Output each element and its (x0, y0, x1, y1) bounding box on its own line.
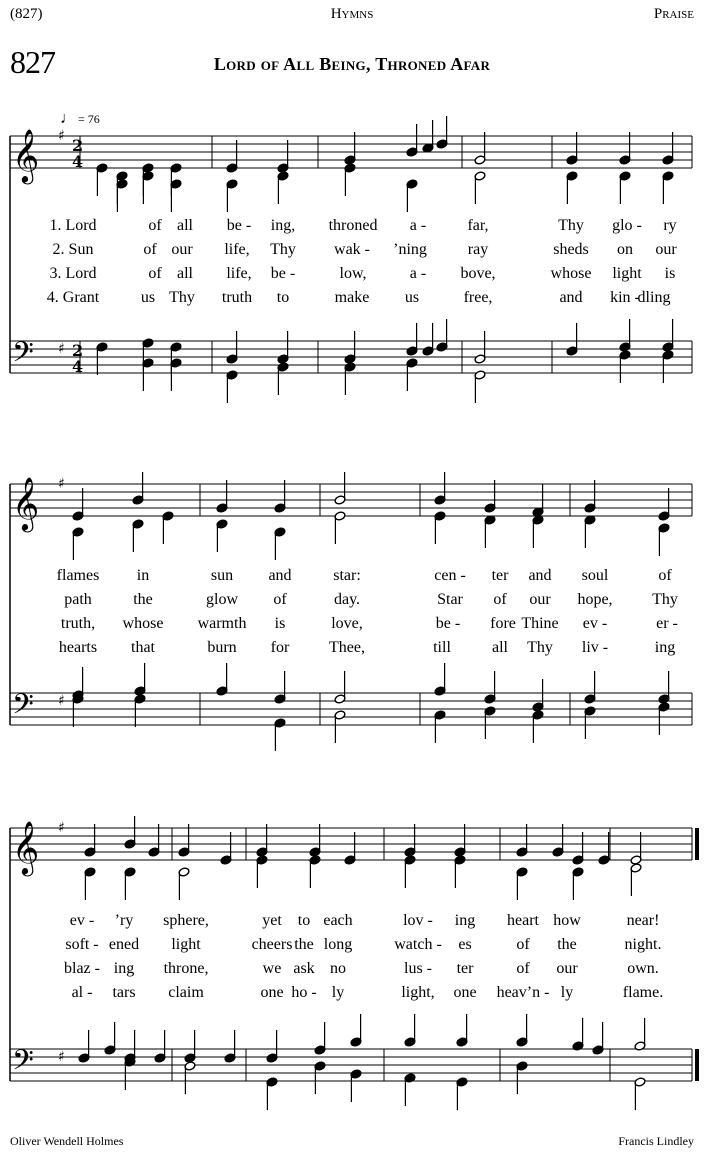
lyric-syllable: sun (210, 567, 234, 584)
lyric-syllable: throned (328, 217, 378, 234)
lyric-syllable: cheers (251, 936, 293, 953)
lyric-syllable: light (171, 936, 201, 953)
lyric-syllable: we (262, 960, 282, 977)
lyric-syllable: and (528, 567, 552, 584)
lyric-syllable: 2. Sun (52, 241, 94, 258)
lyric-syllable: till (433, 639, 451, 656)
lyric-syllable: all (177, 265, 193, 282)
sharp-icon: ♯ (58, 476, 65, 492)
lyric-syllable: free, (463, 289, 493, 306)
lyric-syllable: our (655, 241, 677, 258)
lyric-syllable: ter (491, 567, 509, 584)
lyric-syllable: our (529, 591, 551, 608)
hymn-title: Lord of All Being, Throned Afar (213, 54, 491, 74)
lyric-syllable: tars (112, 984, 136, 1001)
lyric-syllable: the (557, 936, 577, 953)
lyric-syllable: for (270, 639, 290, 656)
lyric-syllable: kin - (610, 289, 640, 306)
lyric-syllable: is (274, 615, 286, 632)
lyric-syllable: flame. (622, 984, 664, 1001)
lyric-syllable: the (294, 936, 314, 953)
lyric-syllable: hearts (58, 639, 98, 656)
lyric-syllable: us (404, 289, 420, 306)
lyric-syllable: Thy (652, 591, 678, 608)
sharp-icon: ♯ (58, 820, 65, 836)
lyric-syllable: sphere, (163, 912, 209, 929)
lyric-syllable: ray (467, 241, 489, 258)
music-credit: Francis Lindley (618, 1134, 694, 1148)
lyric-syllable: hope, (577, 591, 613, 608)
lyric-syllable: Star (437, 591, 463, 608)
lyric-syllable: of (143, 241, 157, 258)
lyric-syllable: all (492, 639, 508, 656)
lyric-syllable: the (133, 591, 153, 608)
lyric-syllable: blaz - (64, 960, 100, 977)
lyric-syllable: ened (108, 936, 140, 953)
lyric-syllable: near! (626, 912, 660, 929)
lyric-syllable: our (171, 241, 193, 258)
lyric-syllable: ho - (291, 984, 317, 1001)
page-number-ref: (827) (10, 6, 43, 22)
time-sig-bottom: 4 (72, 357, 84, 376)
lyric-syllable: path (64, 591, 92, 608)
lyric-syllable: how (553, 912, 581, 929)
lyric-syllable: of (148, 265, 162, 282)
lyric-syllable: heav’n - (496, 984, 550, 1001)
words-credit: Oliver Wendell Holmes (10, 1134, 124, 1148)
sharp-icon: ♯ (58, 693, 65, 709)
lyric-syllable: to (276, 289, 290, 306)
lyric-syllable: al - (71, 984, 93, 1001)
lyric-syllable: Thee, (329, 639, 365, 656)
lyric-syllable: watch - (394, 936, 442, 953)
lyric-syllable: of (273, 591, 287, 608)
lyric-syllable: ly (331, 984, 345, 1001)
lyric-syllable: 1. Lord (49, 217, 97, 234)
lyric-syllable: 3. Lord (49, 265, 97, 282)
category-label: Praise (653, 6, 694, 22)
lyric-syllable: ing (654, 639, 676, 656)
lyric-syllable: whose (122, 615, 164, 632)
lyric-syllable: of (493, 591, 507, 608)
lyric-syllable: glow (206, 591, 238, 608)
lyric-syllable: a - (409, 217, 427, 234)
treble-clef-icon: 𝄞 (12, 476, 40, 530)
lyric-syllable: ly (560, 984, 574, 1001)
lyric-syllable: ing (454, 912, 476, 929)
lyric-syllable: ’ry (114, 912, 134, 929)
lyric-syllable: ev - (582, 615, 608, 632)
lyric-syllable: our (556, 960, 578, 977)
lyric-syllable: long (323, 936, 353, 953)
lyric-syllable: warmth (197, 615, 247, 632)
lyric-syllable: on (617, 241, 633, 258)
bass-clef-icon: 𝄢 (12, 1044, 34, 1084)
lyric-syllable: heart (507, 912, 539, 929)
lyric-syllable: star: (333, 567, 361, 584)
lyric-syllable: ter (456, 960, 474, 977)
lyric-syllable: light, (401, 984, 435, 1001)
lyric-syllable: claim (168, 984, 204, 1001)
lyric-syllable: be - (270, 265, 296, 282)
hymn-number: 827 (10, 44, 55, 80)
lyric-syllable: ing, (270, 217, 296, 234)
lyric-syllable: own. (627, 960, 659, 977)
lyric-syllable: liv - (581, 639, 609, 656)
lyric-syllable: far, (467, 217, 489, 234)
lyric-syllable: to (297, 912, 311, 929)
lyric-syllable: be - (226, 217, 252, 234)
lyric-syllable: all (177, 217, 193, 234)
lyric-syllable: cen - (434, 567, 466, 584)
lyric-syllable: soul (581, 567, 609, 584)
lyric-syllable: bove, (460, 265, 496, 282)
lyric-syllable: love, (331, 615, 363, 632)
lyric-syllable: that (131, 639, 155, 656)
lyric-syllable: fore (490, 615, 516, 632)
lyric-syllable: Thy (558, 217, 584, 234)
lyric-syllable: lus - (404, 960, 432, 977)
lyric-syllable: ev - (69, 912, 95, 929)
lyric-syllable: light (612, 265, 642, 282)
lyric-syllable: ry (663, 217, 677, 234)
lyric-syllable: flames (56, 567, 100, 584)
lyric-syllable: ’ning (393, 241, 427, 258)
lyric-syllable: of (658, 567, 672, 584)
lyric-syllable: in (136, 567, 150, 584)
lyric-syllable: lov - (403, 912, 433, 929)
lyric-syllable: a - (409, 265, 427, 282)
lyric-syllable: of (516, 960, 530, 977)
section-title: Hymns (330, 6, 374, 22)
lyric-syllable: dling (637, 289, 671, 306)
lyric-syllable: er - (656, 615, 678, 632)
sharp-icon: ♯ (58, 1049, 65, 1065)
lyric-syllable: sheds (553, 241, 589, 258)
treble-clef-icon: 𝄞 (12, 820, 40, 874)
lyric-syllable: day. (333, 591, 361, 608)
lyric-syllable: Thine (521, 615, 559, 632)
lyric-syllable: life, (224, 241, 250, 258)
time-sig-top: 2 (72, 136, 84, 155)
lyric-syllable: throne, (163, 960, 209, 977)
lyric-syllable: wak - (334, 241, 370, 258)
bass-clef-icon: 𝄢 (12, 688, 34, 728)
lyric-syllable: be - (435, 615, 461, 632)
lyric-syllable: is (664, 265, 676, 282)
lyric-syllable: make (334, 289, 370, 306)
lyric-syllable: each (323, 912, 353, 929)
lyric-syllable: ing (113, 960, 135, 977)
lyric-syllable: of (516, 936, 530, 953)
quarter-note-icon: ♩ (60, 110, 76, 127)
lyric-syllable: es (458, 936, 472, 953)
tempo-value: = 76 (78, 111, 100, 126)
lyric-syllable: glo - (612, 217, 642, 234)
lyric-syllable: us (140, 289, 156, 306)
treble-clef-icon: 𝄞 (12, 128, 40, 182)
lyric-syllable: soft - (65, 936, 99, 953)
lyric-syllable: one (260, 984, 284, 1001)
lyric-syllable: Thy (169, 289, 195, 306)
lyric-syllable: ask (293, 960, 315, 977)
lyric-syllable: Thy (270, 241, 296, 258)
lyric-syllable: Thy (527, 639, 553, 656)
lyric-syllable: and (559, 289, 583, 306)
lyric-syllable: no (330, 960, 346, 977)
lyric-syllable: 4. Grant (46, 289, 100, 306)
lyric-syllable: truth, (60, 615, 96, 632)
lyric-syllable: life, (226, 265, 252, 282)
lyric-syllable: night. (624, 936, 662, 953)
lyric-syllable: yet (262, 912, 282, 929)
lyric-syllable: whose (550, 265, 592, 282)
lyric-syllable: burn (207, 639, 237, 656)
bass-clef-icon: 𝄢 (12, 336, 34, 376)
sharp-icon: ♯ (58, 128, 65, 144)
lyric-syllable: one (453, 984, 477, 1001)
time-sig-bottom: 4 (72, 152, 84, 171)
time-sig-top: 2 (72, 341, 84, 360)
lyric-syllable: of (148, 217, 162, 234)
lyric-syllable: low, (339, 265, 367, 282)
sharp-icon: ♯ (58, 341, 65, 357)
lyric-syllable: truth (221, 289, 253, 306)
lyric-syllable: and (268, 567, 292, 584)
